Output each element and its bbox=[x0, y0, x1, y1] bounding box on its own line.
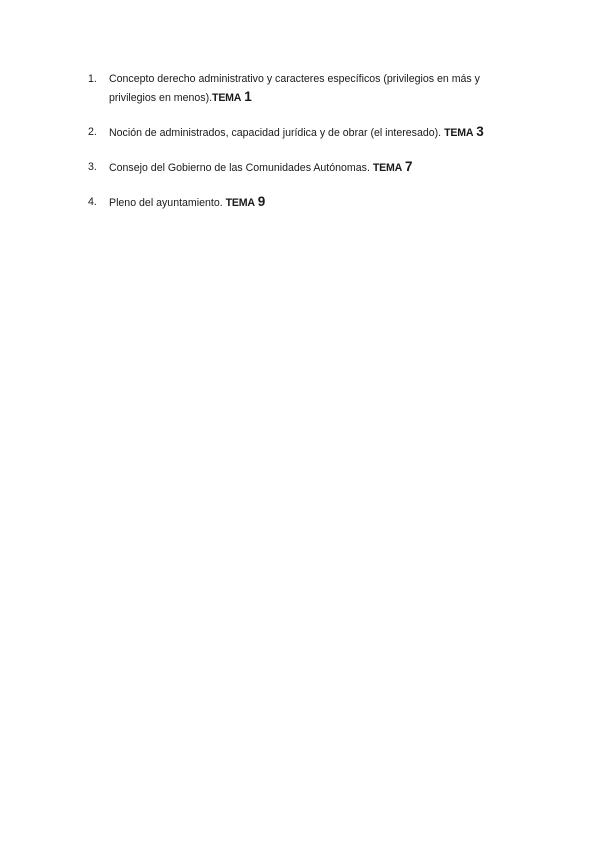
list-item-number: 3. bbox=[88, 161, 97, 173]
tema-label: TEMA bbox=[225, 197, 255, 209]
topic-list bbox=[88, 70, 518, 228]
list-item bbox=[88, 158, 518, 177]
list-item-text: Noción de administrados, capacidad jurídica y de obrar (el interesado). bbox=[109, 127, 445, 139]
list-item-number: 2. bbox=[88, 126, 97, 138]
list-item bbox=[88, 193, 518, 212]
tema-label: TEMA bbox=[372, 162, 403, 174]
tema-label: TEMA bbox=[444, 127, 474, 139]
list-item-text: Consejo del Gobierno de las Comunidades Autónomas. bbox=[109, 162, 373, 174]
tema-number: 1 bbox=[244, 89, 252, 104]
tema-number: 9 bbox=[257, 194, 266, 209]
list-item-number: 4. bbox=[88, 196, 97, 208]
list-item bbox=[88, 70, 518, 107]
list-item-number: 1. bbox=[88, 73, 97, 85]
list-item bbox=[88, 123, 518, 142]
tema-label: TEMA bbox=[212, 92, 242, 104]
tema-number: 3 bbox=[476, 124, 484, 139]
list-item-text: Pleno del ayuntamiento. bbox=[109, 197, 226, 209]
list-item-text: Concepto derecho administrativo y caracteres específicos (privilegios en más y privilegios en menos). bbox=[109, 73, 480, 104]
tema-number: 7 bbox=[405, 159, 413, 174]
